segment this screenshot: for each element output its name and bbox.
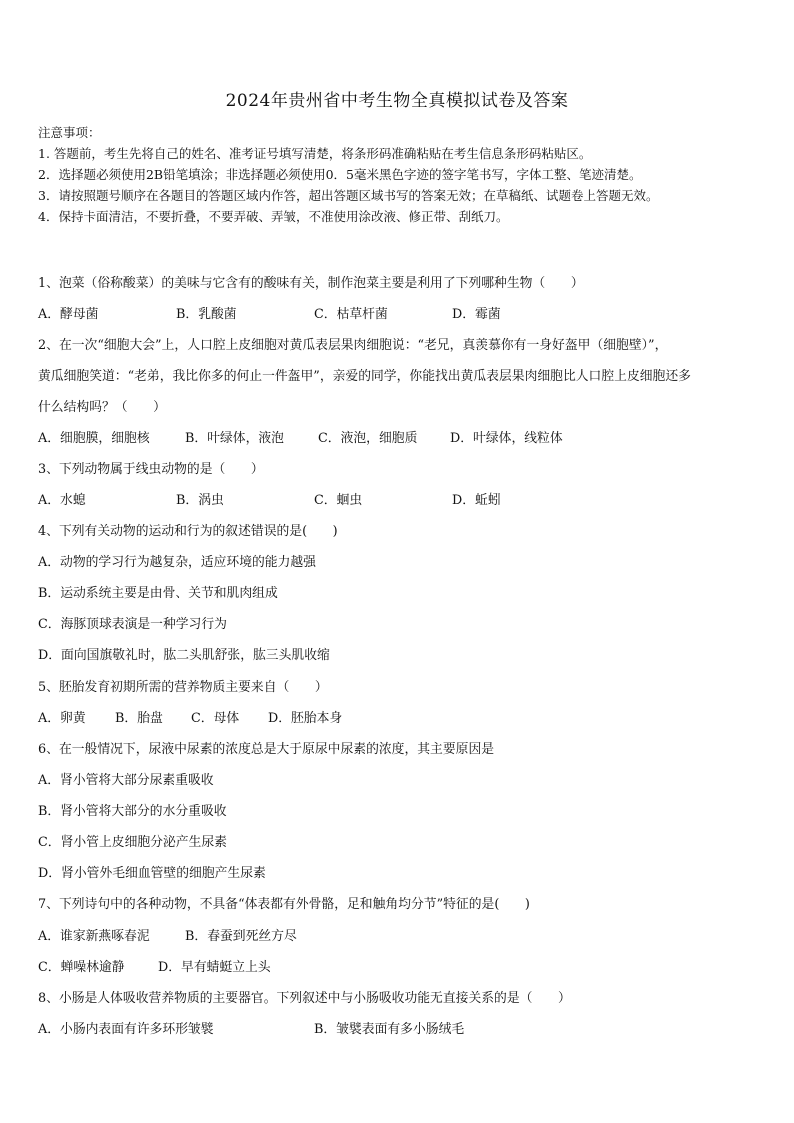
option-c: C．海豚顶球表演是一种学习行为	[38, 617, 227, 632]
option-d: D．肾小管外毛细血管壁的细胞产生尿素	[38, 866, 266, 881]
option-b: B．运动系统主要是由骨、关节和肌肉组成	[38, 586, 278, 601]
instructions-heading: 注意事项：	[38, 125, 101, 140]
option-c: C．蝉噪林逾静	[38, 960, 125, 975]
option-c: C．母体	[191, 711, 240, 726]
instruction-item: 4．保持卡面清洁，不要折叠，不要弄破、弄皱，不准使用涂改液、修正带、刮纸刀。	[38, 209, 509, 224]
question-2-stem-line-2: 黄瓜细胞笑道：“老弟，我比你多的何止一件盔甲”，亲爱的同学，你能找出黄瓜表层果肉细胞比人口腔上皮细胞还多	[38, 369, 691, 384]
question-2-stem-line-1: 2、在一次“细胞大会”上，人口腔上皮细胞对黄瓜表层果肉细胞说：“老兄，真羡慕你有一身好盔甲（细胞壁）”，	[38, 338, 668, 353]
option-d: D．叶绿体，线粒体	[450, 431, 563, 446]
option-a: A．水螅	[38, 493, 86, 508]
option-a: A．酵母菌	[38, 307, 99, 322]
option-c: C．液泡，细胞质	[318, 431, 418, 446]
option-b: B．肾小管将大部分的水分重吸收	[38, 804, 227, 819]
option-d: D．蚯蚓	[452, 493, 501, 508]
option-b: B．叶绿体，液泡	[185, 431, 284, 446]
question-7-stem: 7、下列诗句中的各种动物，不具备“体表都有外骨骼，足和触角均分节”特征的是( )	[38, 897, 530, 912]
option-d: D．胚胎本身	[268, 711, 343, 726]
question-2-stem-line-3: 什么结构吗？（ ）	[38, 400, 166, 415]
option-b: B．胎盘	[115, 711, 163, 726]
option-d: D．早有蜻蜓立上头	[158, 960, 271, 975]
option-a: A．细胞膜，细胞核	[38, 431, 150, 446]
page-title: 2024年贵州省中考生物全真模拟试卷及答案	[225, 91, 569, 111]
option-a: A．谁家新燕啄春泥	[38, 929, 150, 944]
question-4-stem: 4、下列有关动物的运动和行为的叙述错误的是( )	[38, 524, 338, 539]
option-d: D．面向国旗敬礼时，肱二头肌舒张，肱三头肌收缩	[38, 648, 330, 663]
option-c: C．蛔虫	[314, 493, 363, 508]
question-6-stem: 6、在一般情况下，尿液中尿素的浓度总是大于原尿中尿素的浓度，其主要原因是	[38, 742, 495, 757]
instruction-item: 1. 答题前，考生先将自己的姓名、准考证号填写清楚，将条形码准确粘贴在考生信息条形码粘贴区。	[38, 146, 592, 161]
option-a: A．动物的学习行为越复杂，适应环境的能力越强	[38, 555, 316, 570]
question-8-stem: 8、小肠是人体吸收营养物质的主要器官。下列叙述中与小肠吸收功能无直接关系的是（ ）	[38, 991, 571, 1006]
option-a: A．肾小管将大部分尿素重吸收	[38, 773, 214, 788]
question-3-stem: 3、下列动物属于线虫动物的是（ ）	[38, 462, 264, 477]
option-b: B．皱襞表面有多小肠绒毛	[314, 1022, 465, 1037]
option-b: B．春蚕到死丝方尽	[185, 929, 297, 944]
question-5-stem: 5、胚胎发育初期所需的营养物质主要来自（ ）	[38, 680, 328, 695]
option-a: A．卵黄	[38, 711, 86, 726]
option-a: A．小肠内表面有许多环形皱襞	[38, 1022, 214, 1037]
instructions	[38, 122, 768, 227]
question-1-stem: 1、泡菜（俗称酸菜）的美味与它含有的酸味有关，制作泡菜主要是利用了下列哪种生物（ ）	[38, 276, 584, 291]
option-c: C．肾小管上皮细胞分泌产生尿素	[38, 835, 227, 850]
option-c: C．枯草杆菌	[314, 307, 388, 322]
instruction-item: 2．选择题必须使用2B铅笔填涂；非选择题必须使用0．5毫米黑色字迹的签字笔书写，字体工整、笔迹清楚。	[38, 167, 642, 182]
option-b: B．涡虫	[176, 493, 224, 508]
option-d: D．霉菌	[452, 307, 501, 322]
instruction-item: 3．请按照题号顺序在各题目的答题区域内作答，超出答题区域书写的答案无效；在草稿纸、试题卷上答题无效。	[38, 188, 659, 203]
option-b: B．乳酸菌	[176, 307, 237, 322]
